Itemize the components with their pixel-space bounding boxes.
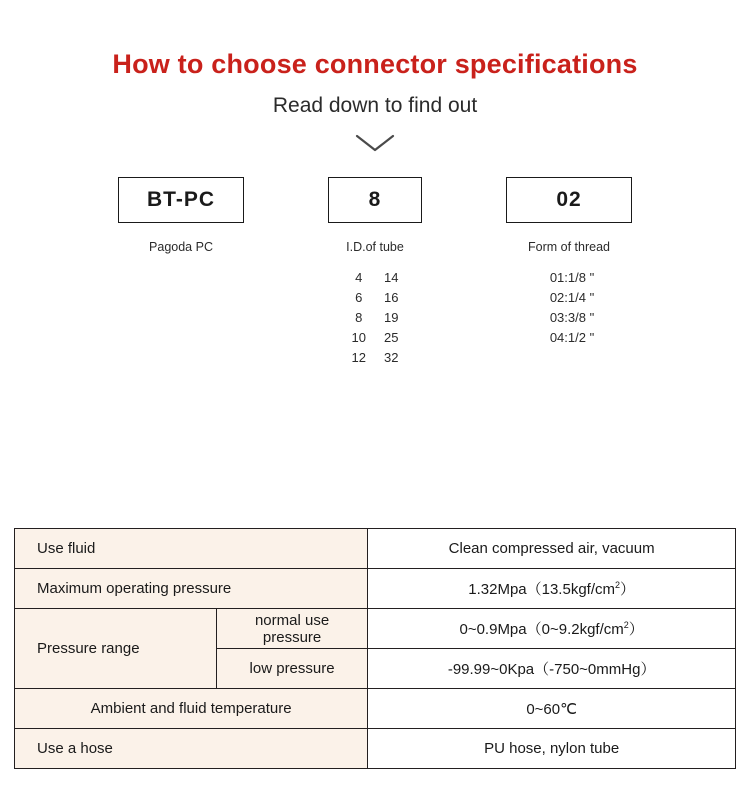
list-item: 8 — [355, 310, 363, 326]
page-title: How to choose connector specifications — [112, 49, 638, 79]
row-value-normal-pressure: $0\sim 0.9Mpa(0\sim 9.2kgf/cm^2)$ — [368, 609, 736, 649]
table-row — [15, 729, 736, 769]
list-item: 6 — [355, 290, 363, 306]
list-item: 32 — [384, 350, 399, 366]
row-label-hose: Use a hose — [15, 729, 368, 769]
chevron-down-container — [0, 132, 750, 159]
table-row — [15, 569, 736, 609]
row-label-pressure-range: Pressure range — [15, 609, 217, 689]
page-subtitle: Read down to find out — [272, 94, 478, 118]
code-box-tube-id[interactable]: 8 — [328, 177, 422, 223]
code-box-thread[interactable]: 02 — [506, 177, 632, 223]
code-group-series — [118, 177, 244, 368]
table-row — [15, 529, 736, 569]
row-value-use-fluid: Clean compressed air, vacuum — [368, 529, 736, 569]
row-label-temperature: Ambient and fluid temperature — [15, 689, 368, 729]
code-group-tube-id — [328, 177, 422, 368]
row-value-max-pressure: $1.32Mpa(13.5kgf/cm^2)$ — [368, 569, 736, 609]
list-item: 25 — [384, 330, 399, 346]
list-item: 4 — [355, 270, 363, 286]
list-item: 14 — [384, 270, 399, 286]
specification-table — [14, 528, 736, 769]
code-caption-thread: Form of thread — [528, 240, 610, 255]
list-item: 16 — [384, 290, 399, 306]
table-row — [15, 609, 736, 649]
list-item: 03:3/8 " — [549, 310, 595, 326]
code-options-thread — [544, 268, 594, 348]
row-label-use-fluid: Use fluid — [15, 529, 368, 569]
table-row — [15, 689, 736, 729]
row-sublabel-low-pressure: low pressure — [216, 649, 367, 689]
list-item: 19 — [384, 310, 399, 326]
code-box-series[interactable]: BT-PC — [118, 177, 244, 223]
code-caption-series: Pagoda PC — [149, 240, 213, 255]
list-item: 10 — [351, 330, 366, 346]
chevron-down-icon — [353, 132, 397, 159]
code-caption-tube-id: I.D.of tube — [346, 240, 404, 255]
list-item: 01:1/8 " — [549, 270, 595, 286]
row-label-max-pressure: Maximum operating pressure — [15, 569, 368, 609]
list-item: 04:1/2 " — [549, 330, 595, 346]
row-value-temperature: 0~60℃ — [368, 689, 736, 729]
list-item: 12 — [351, 350, 366, 366]
row-sublabel-normal-pressure: normal use pressure — [216, 609, 367, 649]
list-item: 02:1/4 " — [549, 290, 595, 306]
row-value-hose: PU hose, nylon tube — [368, 729, 736, 769]
code-options-tube-id — [352, 268, 399, 368]
part-number-breakdown — [0, 177, 750, 368]
row-value-low-pressure: -99.99~0Kpa（-750~0mmHg） — [368, 649, 736, 689]
code-group-thread — [506, 177, 632, 368]
